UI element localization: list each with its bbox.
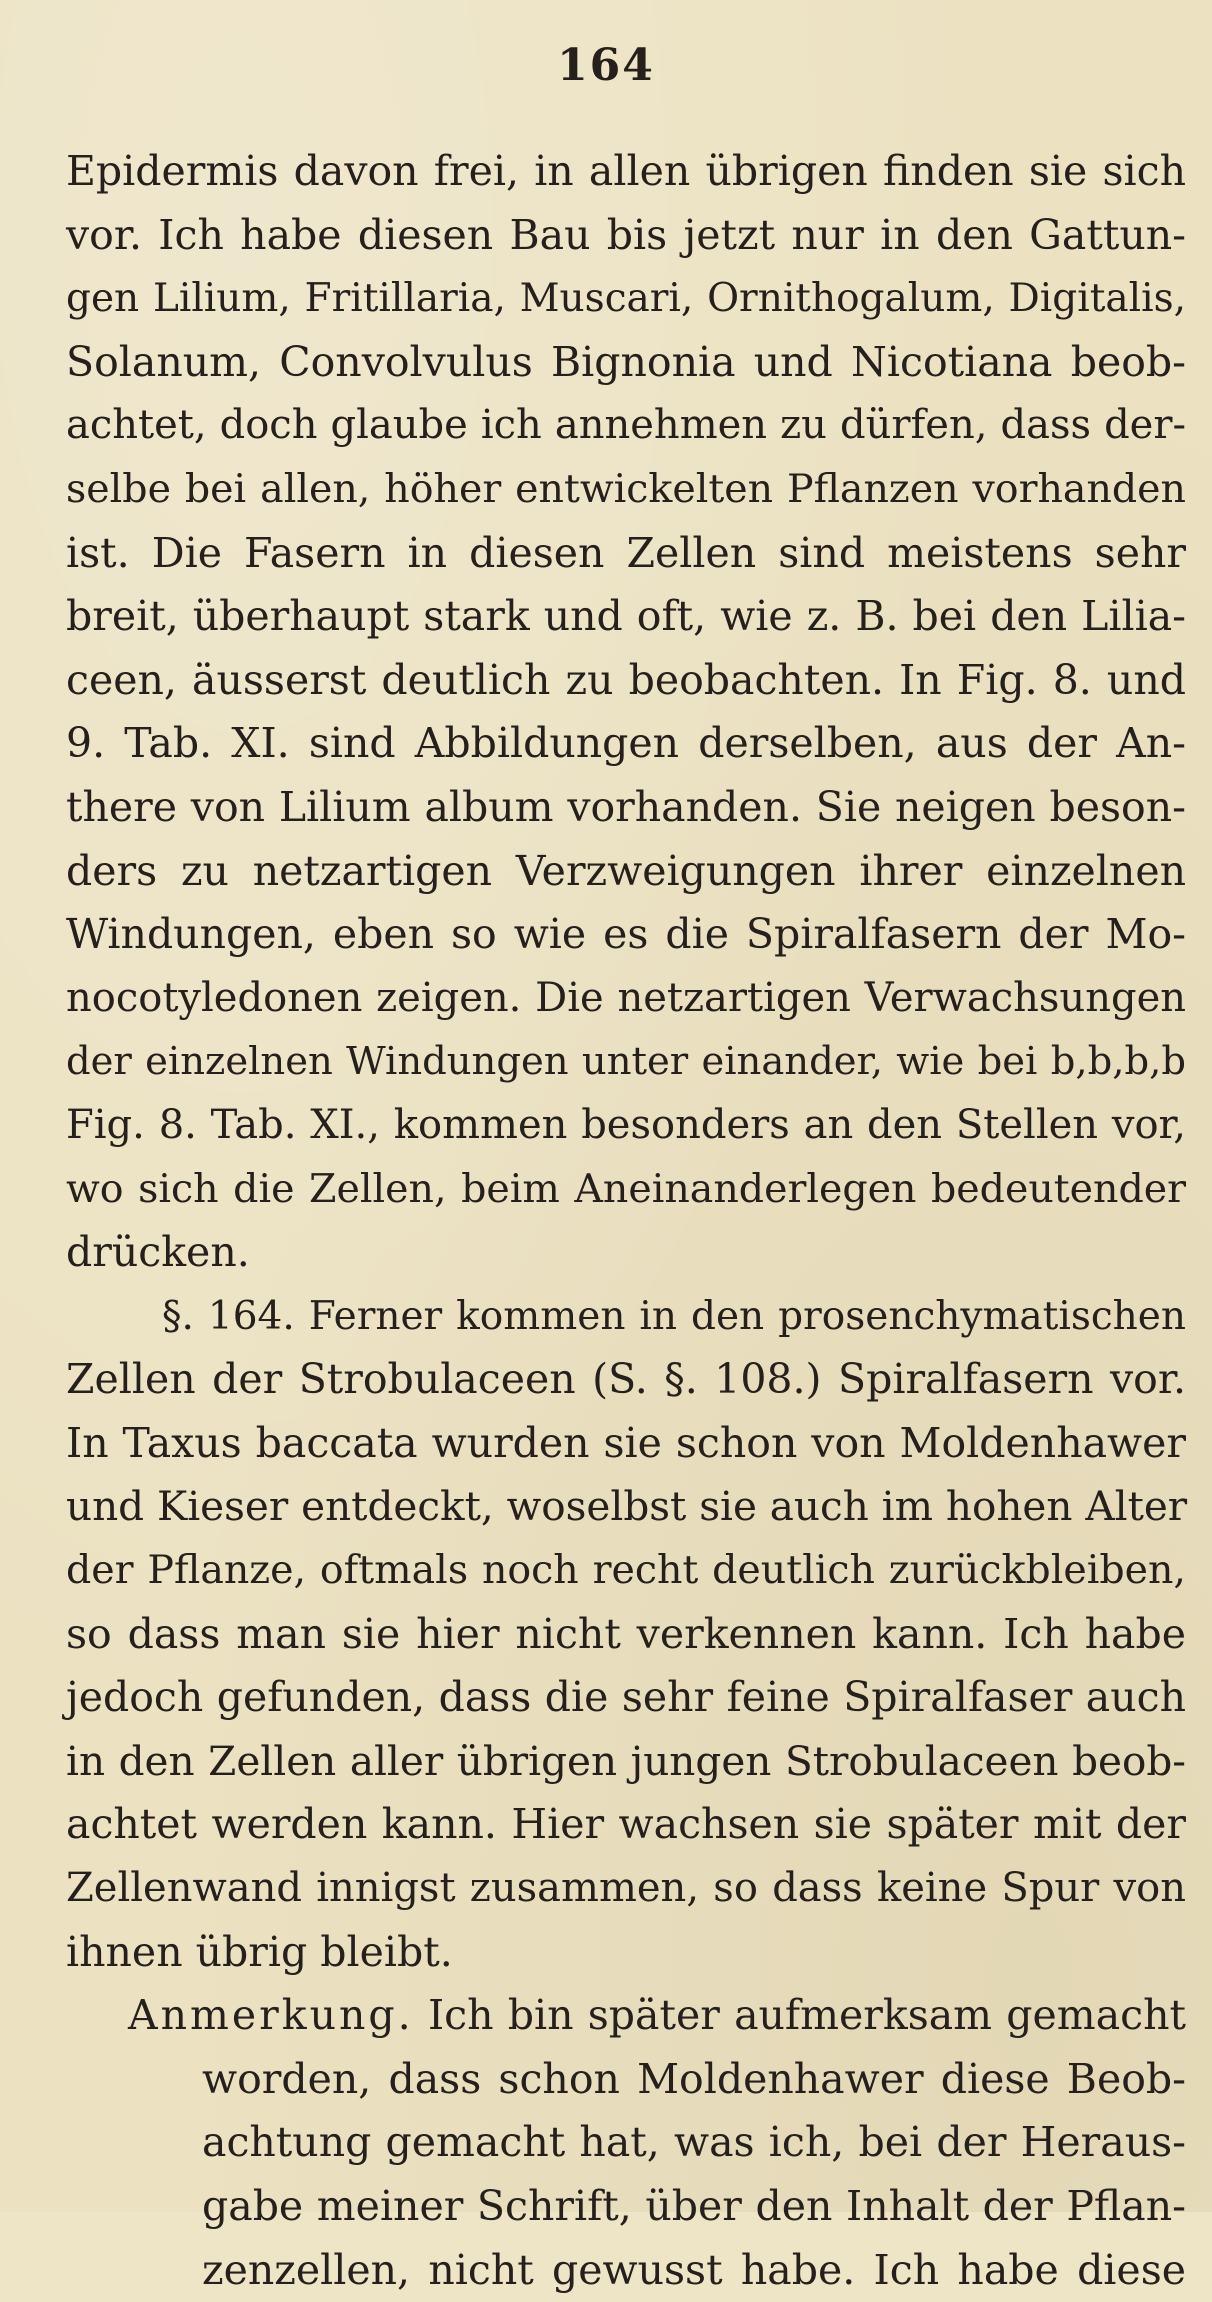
- text-line: breit, überhaupt stark und oft, wie z. B. bei den Lilia-: [66, 592, 1186, 641]
- text-line: ist. Die Fasern in diesen Zellen sind meistens sehr: [66, 528, 1186, 577]
- text-line: selbe bei allen, höher entwickelten Pflanzen vorhanden: [66, 465, 1186, 512]
- note-line: zenzellen, nicht gewusst habe. Ich habe diese: [202, 2245, 1186, 2294]
- note-first-line: [66, 1984, 1186, 2048]
- section-164-paragraph: [66, 1285, 1186, 1985]
- text-line: Solanum, Convolvulus Bignonia und Nicotiana beob-: [66, 337, 1186, 386]
- text-line: Epidermis davon frei, in allen übrigen finden sie sich: [66, 147, 1186, 195]
- text-line: In Taxus baccata wurden sie schon von Moldenhawer: [66, 1418, 1186, 1467]
- page-number: 164: [557, 40, 655, 91]
- text-line: drücken.: [66, 1228, 250, 1277]
- text-line: und Kieser entdeckt, woselbst sie auch im hohen Alter: [66, 1482, 1188, 1531]
- text-line: achtet werden kann. Hier wachsen sie später mit der: [66, 1800, 1186, 1849]
- note-label: Anmerkung.: [128, 1991, 414, 2040]
- text-line: nocotyledonen zeigen. Die netzartigen Verwachsungen: [66, 974, 1186, 1021]
- text-line: in den Zellen aller übrigen jungen Strobulaceen beob-: [66, 1736, 1186, 1785]
- paragraph-continuation: [66, 140, 1186, 1285]
- note-first-line-text: Ich bin später aufmerksam gemacht: [427, 1991, 1186, 2040]
- text-line: gen Lilium, Fritillaria, Muscari, Ornithogalum, Digitalis,: [66, 276, 1186, 322]
- text-line: der einzelnen Windungen unter einander, wie bei b,b,b,b: [66, 1039, 1186, 1085]
- annotation-note: [66, 1984, 1186, 2302]
- text-line: wo sich die Zellen, beim Aneinanderlegen bedeutender: [66, 1165, 1186, 1212]
- text-line: ders zu netzartigen Verzweigungen ihrer einzelnen: [66, 846, 1186, 895]
- note-line: achtung gemacht hat, was ich, bei der Heraus-: [202, 2118, 1186, 2167]
- text-line: ceen, äusserst deutlich zu beobachten. In Fig. 8. und: [66, 655, 1186, 704]
- text-line: vor. Ich habe diesen Bau bis jetzt nur in den Gattun-: [66, 210, 1186, 259]
- text-line: there von Lilium album vorhanden. Sie neigen beson-: [66, 782, 1186, 831]
- text-line: Zellen der Strobulaceen (S. §. 108.) Spiralfasern vor.: [66, 1355, 1186, 1404]
- page-body: [66, 140, 1186, 2302]
- text-line: achtet, doch glaube ich annehmen zu dürfen, dass der-: [66, 402, 1186, 449]
- text-line: ihnen übrig bleibt.: [66, 1927, 453, 1976]
- section-heading-line: §. 164. Ferner kommen in den prosenchymatischen: [162, 1293, 1186, 1339]
- text-line: jedoch gefunden, dass die sehr feine Spiralfaser auch: [66, 1673, 1186, 1722]
- text-line: Zellenwand innigst zusammen, so dass keine Spur von: [66, 1865, 1186, 1912]
- note-line: gabe meiner Schrift, über den Inhalt der Pflan-: [202, 2182, 1186, 2230]
- text-line: so dass man sie hier nicht verkennen kann. Ich habe: [66, 1609, 1186, 1658]
- text-line: 9. Tab. XI. sind Abbildungen derselben, aus der An-: [66, 719, 1186, 768]
- text-line: der Pflanze, oftmals noch recht deutlich zurückbleiben,: [66, 1547, 1186, 1594]
- text-line: Windungen, eben so wie es die Spiralfasern der Mo-: [66, 910, 1186, 959]
- note-line: worden, dass schon Moldenhawer diese Beob-: [202, 2054, 1186, 2103]
- text-line: Fig. 8. Tab. XI., kommen besonders an den Stellen vor,: [66, 1101, 1186, 1148]
